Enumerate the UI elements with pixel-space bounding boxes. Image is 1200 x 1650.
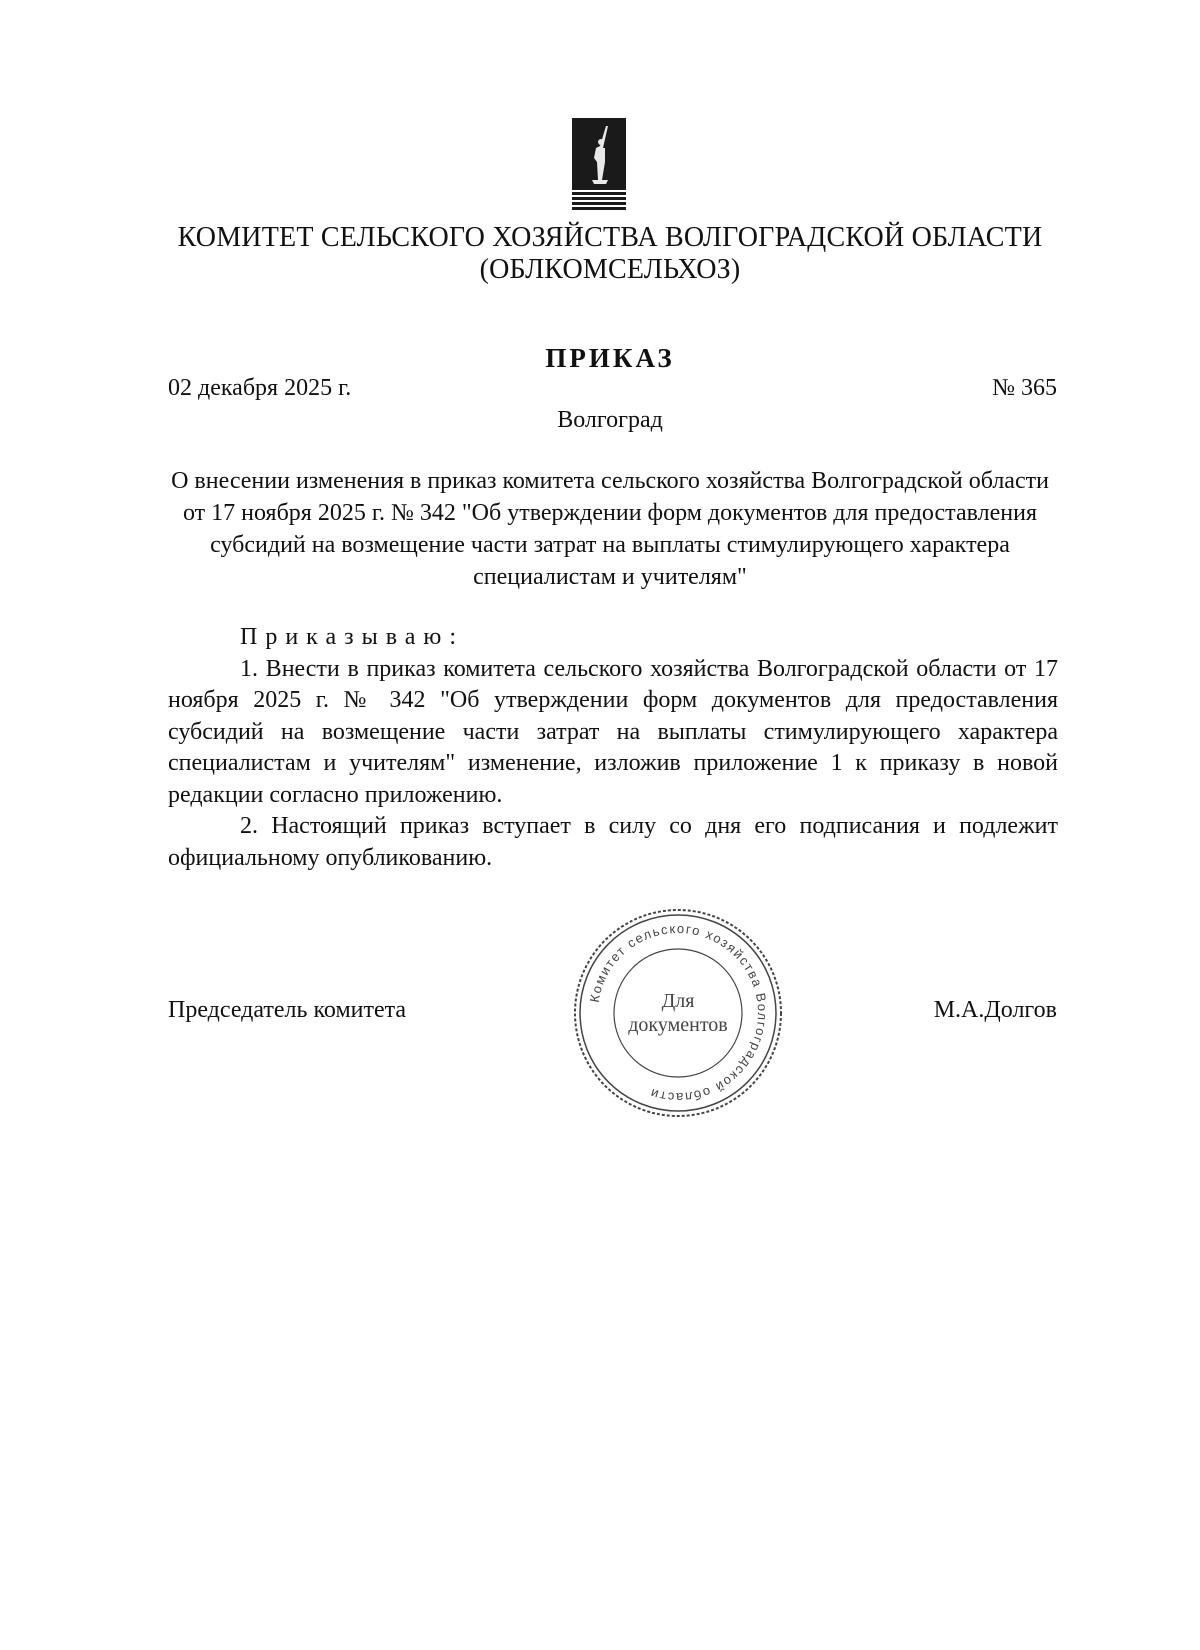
document-number: № 365	[992, 375, 1057, 401]
document-body	[168, 622, 1058, 874]
document-subject: О внесении изменения в приказ комитета сельского хозяйства Волгоградской области от 17 ноября 2025 г. № 342 "Об утверждении форм документов для предоставления субсидий на возмещение части затрат на выплаты стимулирующего характера специалистам и учителям"	[171, 468, 1049, 590]
document-type: ПРИКАЗ	[545, 343, 675, 373]
document-city: Волгоград	[557, 407, 663, 433]
volgograd-coat-of-arms-icon	[572, 118, 626, 212]
stamp-center-line1: Для	[661, 990, 695, 1012]
org-abbreviation: (ОБЛКОМСЕЛЬХОЗ)	[479, 254, 741, 285]
official-stamp	[568, 903, 788, 1123]
document-date: 02 декабря 2025 г.	[168, 375, 352, 401]
org-name: КОМИТЕТ СЕЛЬСКОГО ХОЗЯЙСТВА ВОЛГОГРАДСКОЙ ОБЛАСТИ	[177, 222, 1043, 253]
order-word: Приказываю:	[240, 624, 464, 650]
paragraph-1: 1. Внести в приказ комитета сельского хозяйства Волгоградской области от 17 ноября 2025 г. № 342 "Об утверждении форм документов для предоставления субсидий на возмещение части затрат на выплаты стимулирующего характера специалистам и учителям" изменение, изложив приложение 1 к приказу в новой редакции согласно приложению.	[168, 655, 1058, 808]
paragraph-2: 2. Настоящий приказ вступает в силу со дня его подписания и подлежит официальному опубликованию.	[168, 813, 1058, 871]
stamp-center-line2: документов	[628, 1014, 728, 1036]
stamp-ring-text: Комитет сельского хозяйства Волгоградской области	[586, 920, 771, 1106]
signature-name: М.А.Долгов	[933, 997, 1057, 1023]
signature-role: Председатель комитета	[168, 997, 407, 1023]
